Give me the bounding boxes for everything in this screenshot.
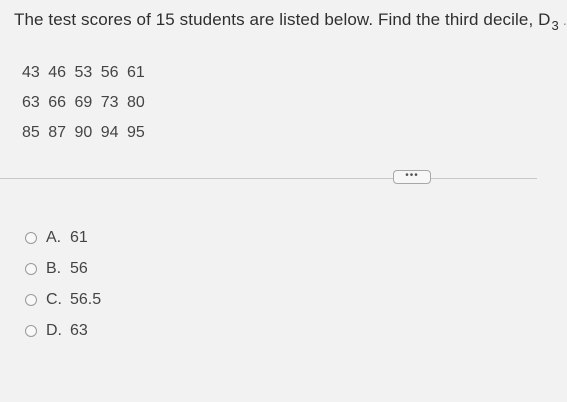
score-value: 46 <box>48 64 67 81</box>
score-value: 94 <box>100 124 119 141</box>
score-value: 53 <box>74 64 93 81</box>
score-value: 95 <box>127 124 145 141</box>
score-value: 73 <box>100 94 119 111</box>
decile-variable: D <box>538 10 551 29</box>
question-trail: . <box>562 12 567 28</box>
option-a[interactable] <box>25 222 101 253</box>
option-letter: C. <box>46 290 62 308</box>
radio-button-a[interactable] <box>25 232 37 244</box>
option-value: 63 <box>70 321 88 339</box>
option-value: 56.5 <box>70 290 102 308</box>
radio-button-c[interactable] <box>25 294 37 306</box>
score-value: 80 <box>127 94 145 111</box>
option-letter: D. <box>46 321 62 339</box>
score-value: 69 <box>74 94 93 111</box>
answer-options <box>25 222 101 346</box>
score-value: 90 <box>74 124 93 141</box>
score-value: 66 <box>48 94 67 111</box>
score-value: 87 <box>48 124 67 141</box>
score-value: 43 <box>22 64 40 81</box>
option-value: 56 <box>70 259 88 277</box>
scores-row-3 <box>22 122 145 152</box>
option-d[interactable] <box>25 315 101 346</box>
section-divider <box>0 178 537 179</box>
radio-button-d[interactable] <box>25 325 37 337</box>
option-letter: A. <box>46 228 62 246</box>
score-value: 61 <box>127 64 145 81</box>
scores-row-2 <box>22 92 145 122</box>
scores-row-1 <box>22 62 145 92</box>
option-c[interactable] <box>25 284 101 315</box>
radio-button-b[interactable] <box>25 263 37 275</box>
option-value: 61 <box>70 228 88 246</box>
question-text <box>14 10 567 33</box>
option-letter: B. <box>46 259 62 277</box>
question-prompt: The test scores of 15 students are listed below. Find the third decile, <box>14 10 539 29</box>
option-b[interactable] <box>25 253 101 284</box>
score-value: 85 <box>22 124 40 141</box>
scores-list <box>22 62 145 152</box>
decile-subscript: 3 <box>551 18 559 33</box>
score-value: 63 <box>22 94 40 111</box>
score-value: 56 <box>100 64 119 81</box>
more-options-button[interactable]: ••• <box>393 170 431 184</box>
